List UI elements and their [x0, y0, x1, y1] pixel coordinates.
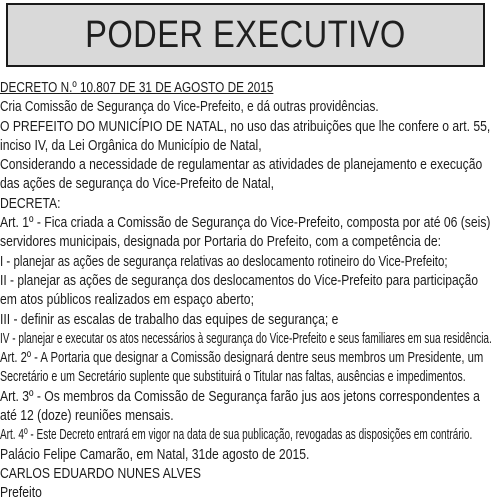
decree-article-2: Art. 2º - A Portaria que designar a Comissão designará dentre seus membros um Presidente, um	[0, 349, 484, 367]
decree-decreta: DECRETA:	[0, 194, 61, 212]
decree-summary: Cria Comissão de Segurança do Vice-Prefeito, e dá outras providências.	[0, 98, 379, 116]
decree-considerando-cont: das ações de segurança do Vice-Prefeito de Natal,	[0, 175, 274, 193]
decree-heading: DECRETO N.º 10.807 DE 31 DE AGOSTO DE 2015	[0, 79, 274, 96]
decree-article-4: Art. 4º - Este Decreto entrará em vigor na data de sua publicação, revogadas as disposições em contrário.	[0, 426, 473, 444]
decree-article-3-cont: até 12 (doze) reuniões mensais.	[0, 407, 174, 425]
decree-article-2-cont: Secretário e um Secretário suplente que substituirá o Titular nas faltas, ausências e impedimentos.	[0, 368, 466, 386]
decree-item-2: II - planejar as ações de segurança dos deslocamentos do Vice-Prefeito para participação	[0, 271, 478, 289]
section-title: PODER EXECUTIVO	[85, 13, 406, 56]
section-header	[6, 3, 485, 67]
decree-considerando: Considerando a necessidade de regulamentar as atividades de planejamento e execução	[0, 156, 483, 174]
signatory-name: CARLOS EDUARDO NUNES ALVES	[0, 464, 201, 482]
decree-body	[0, 78, 493, 503]
decree-place-date: Palácio Felipe Camarão, em Natal, 31de agosto de 2015.	[0, 445, 310, 463]
decree-item-4: IV - planejar e executar os atos necessários à segurança do Vice-Prefeito e seus familiares em sua residência.	[0, 329, 492, 347]
decree-item-1: I - planejar as ações de segurança relativas ao deslocamento rotineiro do Vice-Prefeito;	[0, 252, 448, 270]
decree-preamble: O PREFEITO DO MUNICÍPIO DE NATAL, no uso das atribuições que lhe confere o art. 55,	[0, 117, 491, 135]
decree-article-3: Art. 3º - Os membros da Comissão de Segurança farão jus aos jetons correspondentes a	[0, 387, 480, 405]
decree-item-2-cont: em atos públicos realizados em espaço aberto;	[0, 291, 254, 309]
decree-preamble-cont: inciso IV, da Lei Orgânica do Município de Natal,	[0, 136, 262, 154]
signatory-title: Prefeito	[0, 484, 42, 502]
decree-item-3: III - definir as escalas de trabalho das equipes de segurança; e	[0, 310, 339, 328]
decree-article-1-cont: servidores municipais, designada por Portaria do Prefeito, com a competência de:	[0, 233, 442, 251]
decree-article-1: Art. 1º - Fica criada a Comissão de Segurança do Vice-Prefeito, composta por até 06 (seis)	[0, 214, 491, 232]
